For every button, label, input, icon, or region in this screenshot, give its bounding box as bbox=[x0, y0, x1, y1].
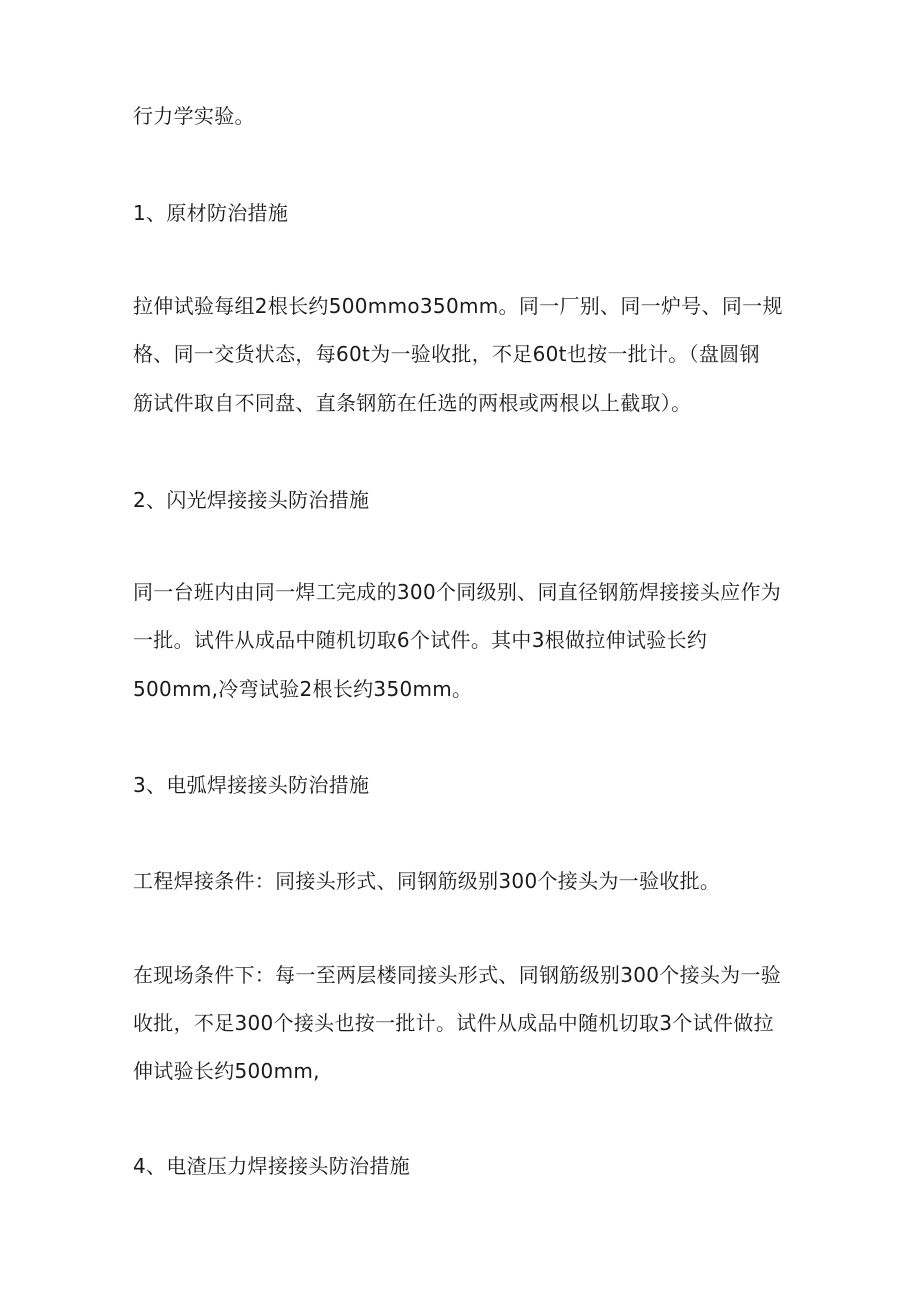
paragraph-line: 一批。试件从成品中随机切取6个试件。其中3根做拉伸试验长约 bbox=[133, 628, 708, 652]
paragraph-line: 拉伸试验每组2根长约500mmo350mm。同一厂别、同一炉号、同一规 bbox=[133, 294, 783, 318]
paragraph-continuation: 行力学实验。 bbox=[133, 104, 255, 128]
paragraph-line: 筋试件取自不同盘、直条钢筋在任选的两根或两根以上截取）。 bbox=[133, 391, 692, 415]
paragraph-line: 500mm,冷弯试验2根长约350mm。 bbox=[133, 677, 473, 701]
paragraph-line: 伸试验长约500mm, bbox=[133, 1059, 320, 1083]
section-heading-raw-material: 1、原材防治措施 bbox=[133, 201, 289, 225]
paragraph-line: 同一台班内由同一焊工完成的300个同级别、同直径钢筋焊接接头应作为 bbox=[133, 580, 782, 604]
section-heading-arc-welding: 3、电弧焊接接头防治措施 bbox=[133, 773, 370, 797]
paragraph-line: 格、同一交货状态，每60t为一验收批，不足60t也按一批计。（盘圆钢 bbox=[133, 342, 760, 366]
paragraph-line: 工程焊接条件：同接头形式、同钢筋级别300个接头为一验收批。 bbox=[133, 869, 721, 893]
section-heading-electroslag-welding: 4、电渣压力焊接接头防治措施 bbox=[133, 1154, 410, 1178]
paragraph-line: 在现场条件下：每一至两层楼同接头形式、同钢筋级别300个接头为一验 bbox=[133, 963, 782, 987]
paragraph-line: 收批，不足300个接头也按一批计。试件从成品中随机切取3个试件做拉 bbox=[133, 1011, 774, 1035]
section-heading-flash-welding: 2、闪光焊接接头防治措施 bbox=[133, 488, 370, 512]
